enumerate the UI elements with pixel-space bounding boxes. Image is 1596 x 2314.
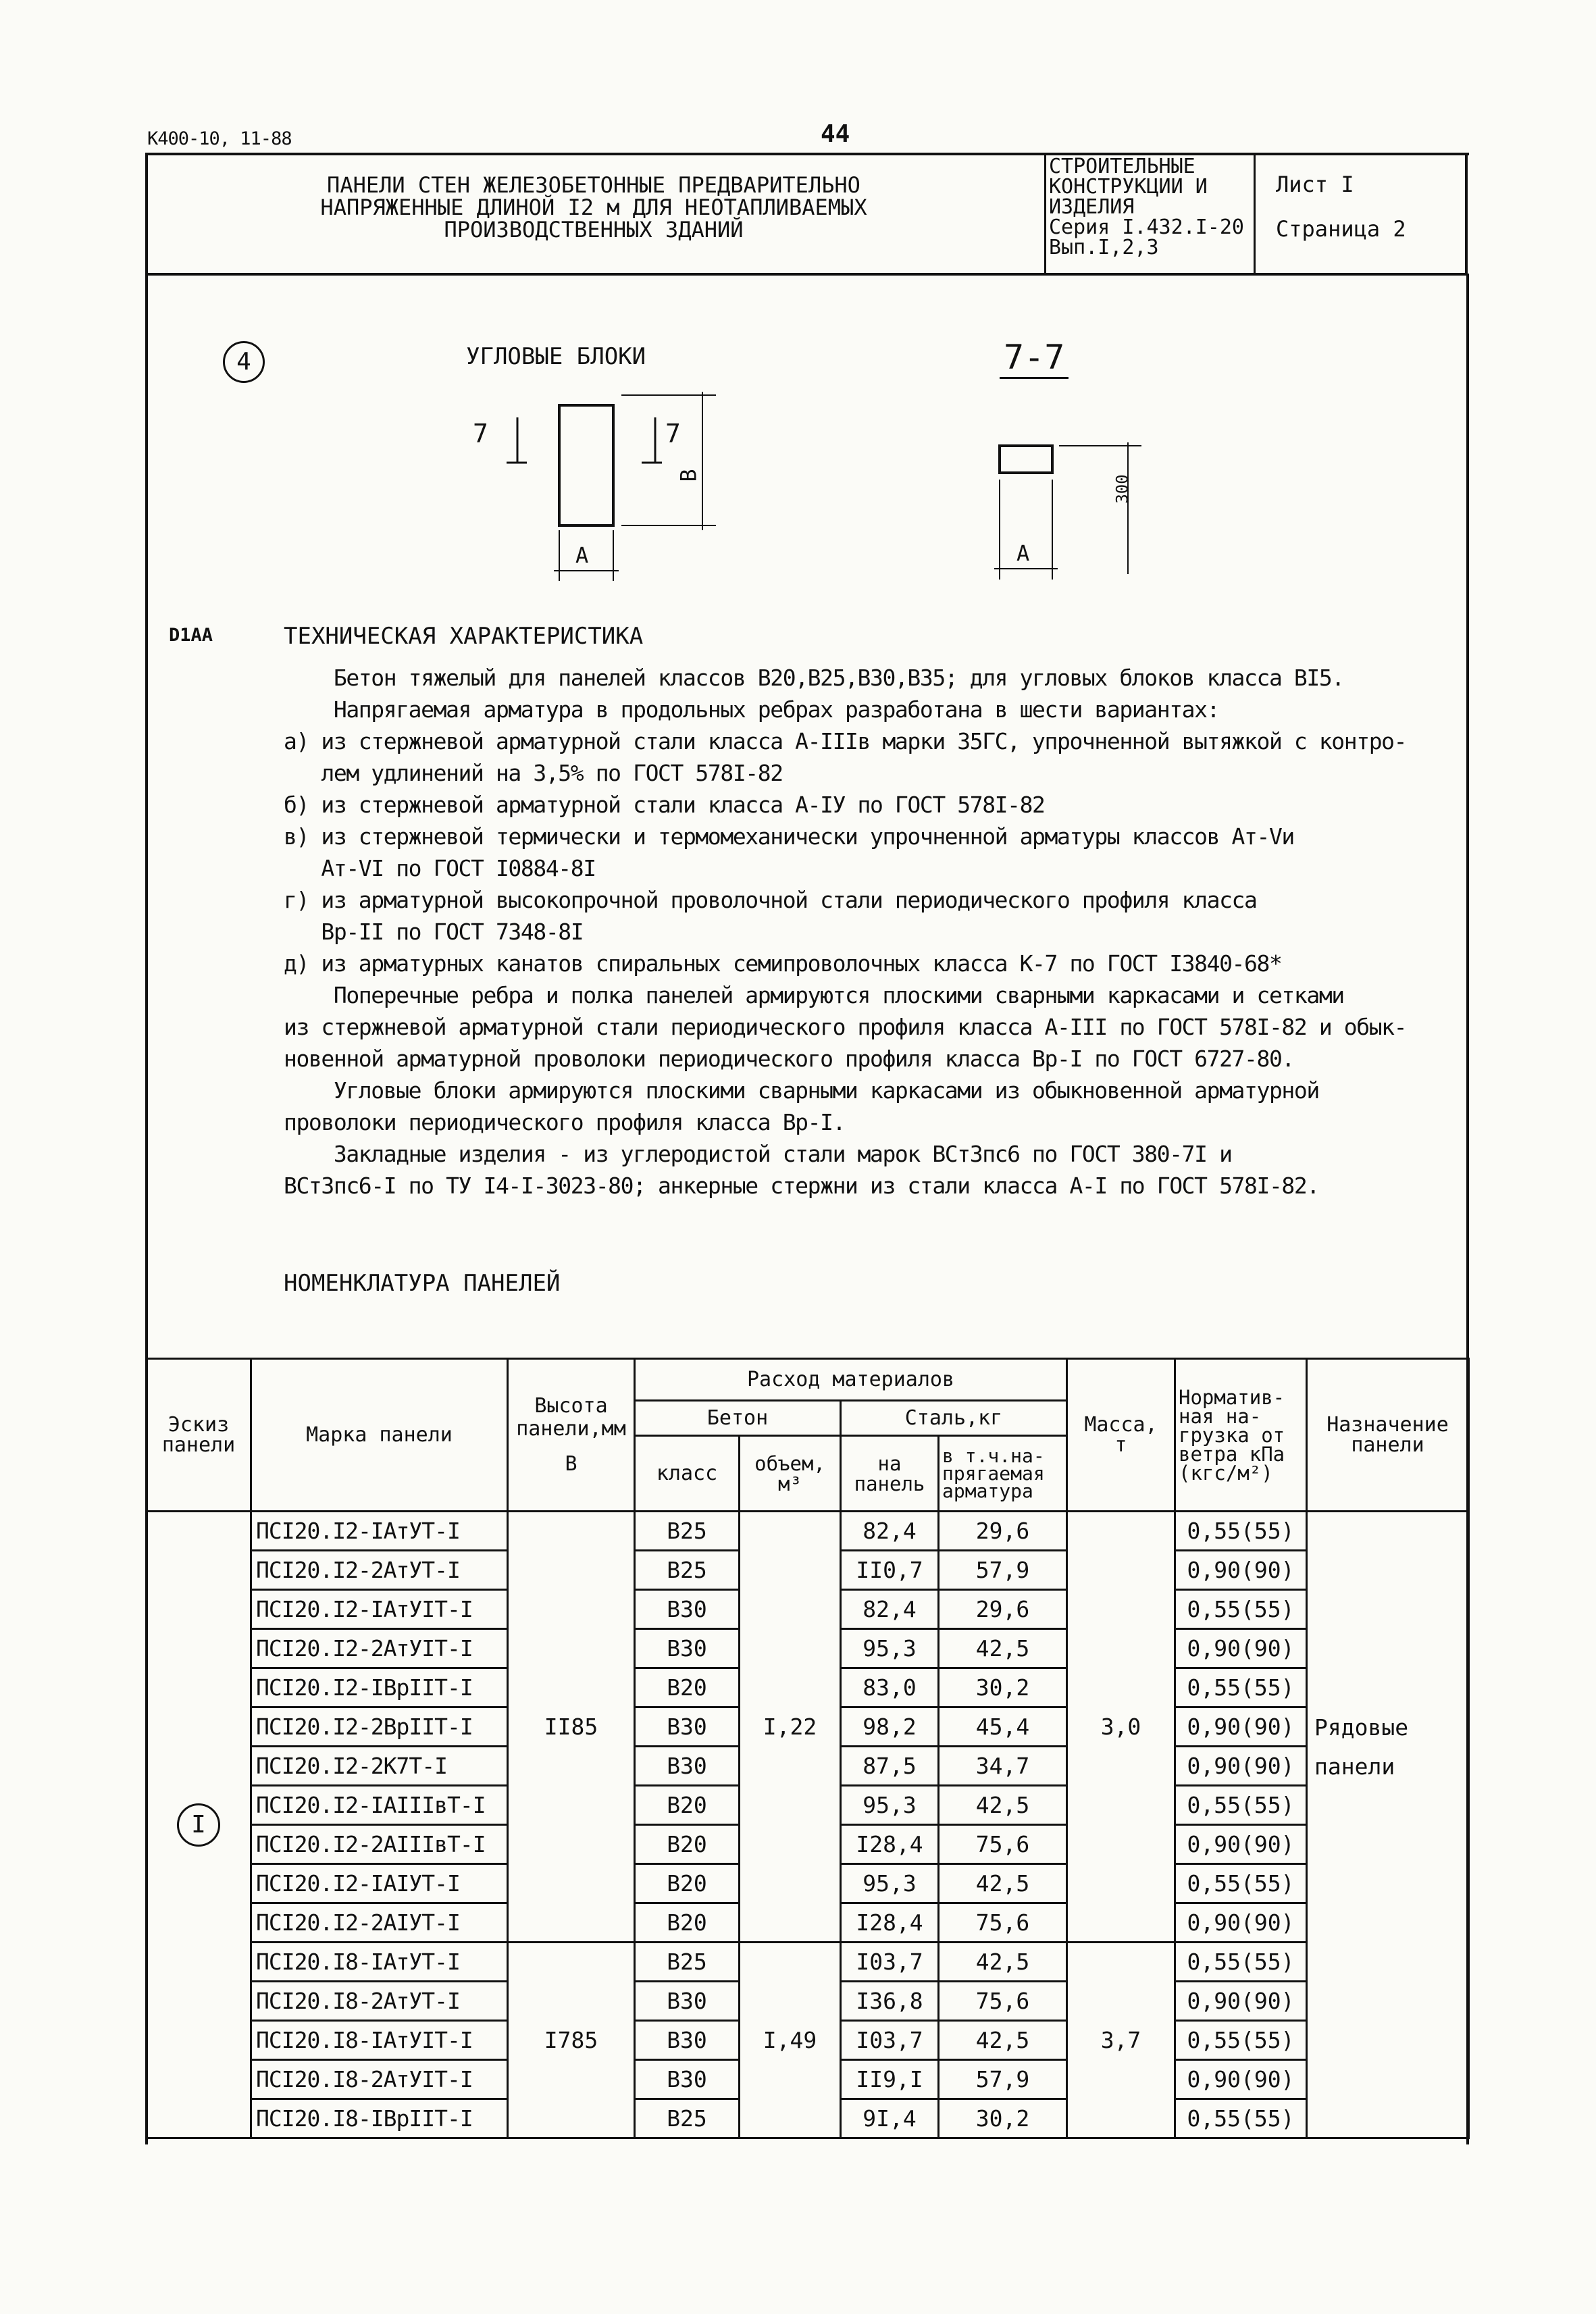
panel-mark: ПСI20.I8-2АтУIТ-I xyxy=(251,2060,508,2099)
concrete-class: В30 xyxy=(635,1747,740,1786)
section-outline xyxy=(1000,446,1052,473)
tech-line: Ат-VI по ГОСТ I0884-8I xyxy=(284,855,596,881)
section-mark-left: 7 xyxy=(473,419,488,448)
concrete-class: В25 xyxy=(635,1512,740,1551)
drawing-caption: УГЛОВЫЕ БЛОКИ xyxy=(466,343,646,370)
steel-prestressed: 57,9 xyxy=(939,1551,1067,1590)
steel-per-panel: I03,7 xyxy=(841,1943,939,1982)
steel-prestressed: 30,2 xyxy=(939,1668,1067,1707)
concrete-volume: I,22 xyxy=(740,1512,841,1943)
steel-per-panel: 87,5 xyxy=(841,1747,939,1786)
corner-block-plan xyxy=(459,392,743,588)
dimension-a-right-label: A xyxy=(1016,540,1030,566)
panel-mark: ПСI20.I8-IАтУТ-I xyxy=(251,1943,508,1982)
header-purpose: Назначение панели xyxy=(1307,1359,1469,1512)
steel-per-panel: I03,7 xyxy=(841,2021,939,2060)
series-line: КОНСТРУКЦИИ И xyxy=(1049,175,1208,199)
tech-body xyxy=(284,662,1406,1202)
panel-mass: 3,7 xyxy=(1067,1943,1175,2138)
steel-per-panel: I36,8 xyxy=(841,1982,939,2021)
steel-per-panel: II0,7 xyxy=(841,1551,939,1590)
steel-prestressed: 30,2 xyxy=(939,2099,1067,2138)
wind-load: 0,55(55) xyxy=(1175,1864,1307,1903)
header-steel: Сталь,кг xyxy=(841,1401,1067,1436)
nomenclature-table xyxy=(145,1358,1470,2139)
wind-load: 0,90(90) xyxy=(1175,1629,1307,1668)
tech-line: в) из стержневой термически и термомеханически упрочненной арматуры классов Ат-Vи xyxy=(284,823,1294,850)
wind-load: 0,90(90) xyxy=(1175,2060,1307,2099)
steel-prestressed: 42,5 xyxy=(939,1786,1067,1825)
steel-per-panel: 98,2 xyxy=(841,1707,939,1747)
tech-line: Угловые блоки армируются плоскими сварными каркасами из обыкновенной арматурной xyxy=(284,1077,1319,1104)
panel-mark: ПСI20.I2-IВрIIТ-I xyxy=(251,1668,508,1707)
series-line: Вып.I,2,3 xyxy=(1049,236,1159,259)
concrete-class: В30 xyxy=(635,1629,740,1668)
concrete-class: В30 xyxy=(635,2021,740,2060)
wind-load: 0,55(55) xyxy=(1175,1668,1307,1707)
wind-load: 0,90(90) xyxy=(1175,1982,1307,2021)
panel-mark: ПСI20.I2-2К7Т-I xyxy=(251,1747,508,1786)
header-height xyxy=(508,1359,635,1512)
tech-line: новенной арматурной проволоки периодического профиля класса Вр-I по ГОСТ 6727-80. xyxy=(284,1046,1294,1072)
sheet-label: Лист I xyxy=(1276,172,1354,197)
panel-mark: ПСI20.I2-IАIУТ-I xyxy=(251,1864,508,1903)
nomenclature-heading: НОМЕНКЛАТУРА ПАНЕЛЕЙ xyxy=(284,1270,561,1297)
section-title: 7-7 xyxy=(1000,338,1069,379)
panel-mark: ПСI20.I8-2АтУТ-I xyxy=(251,1982,508,2021)
table-row xyxy=(147,1512,1469,1551)
wind-load: 0,90(90) xyxy=(1175,1551,1307,1590)
sketch-cell xyxy=(147,1512,251,2138)
steel-prestressed: 75,6 xyxy=(939,1903,1067,1943)
steel-prestressed: 45,4 xyxy=(939,1707,1067,1747)
panel-mark: ПСI20.I2-2АIIIвТ-I xyxy=(251,1825,508,1864)
panel-mark: ПСI20.I2-IАтУТ-I xyxy=(251,1512,508,1551)
section-marker xyxy=(223,341,265,383)
panel-mark: ПСI20.I2-IАIIIвТ-I xyxy=(251,1786,508,1825)
steel-prestressed: 42,5 xyxy=(939,2021,1067,2060)
header-prestressed: в т.ч.на- прягаемая арматура xyxy=(939,1436,1067,1512)
side-code: D1AA xyxy=(169,625,213,646)
concrete-volume: I,49 xyxy=(740,1943,841,2138)
steel-per-panel: 95,3 xyxy=(841,1629,939,1668)
panel-height: I785 xyxy=(508,1943,635,2138)
steel-per-panel: 95,3 xyxy=(841,1864,939,1903)
header-mass: Масса, т xyxy=(1067,1359,1175,1512)
document-title xyxy=(297,174,891,241)
wind-load: 0,55(55) xyxy=(1175,2099,1307,2138)
series-line: СТРОИТЕЛЬНЫЕ xyxy=(1049,155,1195,178)
nomenclature-body xyxy=(147,1512,1469,2138)
concrete-class: В25 xyxy=(635,2099,740,2138)
wind-load: 0,55(55) xyxy=(1175,1943,1307,1982)
title-block xyxy=(145,154,1468,276)
tech-line: лем удлинений на 3,5% по ГОСТ 578I-82 xyxy=(284,760,783,786)
page-label: Страница 2 xyxy=(1276,216,1406,242)
steel-prestressed: 29,6 xyxy=(939,1512,1067,1551)
concrete-class: В30 xyxy=(635,2060,740,2099)
tech-line: из стержневой арматурной стали периодического профиля класса А-III по ГОСТ 578I-82 и обык- xyxy=(284,1014,1407,1040)
header-class: класс xyxy=(635,1436,740,1512)
document-code: К400-10, 11-88 xyxy=(147,128,292,149)
tech-line: Напрягаемая арматура в продольных ребрах разработана в шести вариантах: xyxy=(284,696,1220,723)
panel-mark: ПСI20.I8-IАтУIТ-I xyxy=(251,2021,508,2060)
steel-prestressed: 42,5 xyxy=(939,1943,1067,1982)
concrete-class: В25 xyxy=(635,1943,740,1982)
steel-per-panel: II9,I xyxy=(841,2060,939,2099)
tech-line: Закладные изделия - из углеродистой стали марок ВСт3пс6 по ГОСТ 380-7I и xyxy=(284,1141,1232,1167)
sheet-cell xyxy=(1262,154,1465,273)
steel-prestressed: 75,6 xyxy=(939,1982,1067,2021)
tech-heading: ТЕХНИЧЕСКАЯ ХАРАКТЕРИСТИКА xyxy=(284,623,644,650)
tech-line: ВСт3пс6-I по ТУ I4-I-3023-80; анкерные стержни из стали класса А-I по ГОСТ 578I-82. xyxy=(284,1173,1319,1199)
panel-purpose: Рядовые панели xyxy=(1307,1512,1469,2138)
steel-per-panel: 82,4 xyxy=(841,1590,939,1629)
wind-load: 0,55(55) xyxy=(1175,1590,1307,1629)
steel-per-panel: I28,4 xyxy=(841,1903,939,1943)
dimension-300-label: 300 xyxy=(1112,474,1132,504)
concrete-class: В20 xyxy=(635,1668,740,1707)
concrete-class: В30 xyxy=(635,1707,740,1747)
steel-per-panel: 95,3 xyxy=(841,1786,939,1825)
panel-mass: 3,0 xyxy=(1067,1512,1175,1943)
concrete-class: В30 xyxy=(635,1590,740,1629)
header-height-symbol: В xyxy=(565,1451,577,1476)
tech-line: г) из арматурной высокопрочной проволочной стали периодического профиля класса xyxy=(284,887,1257,913)
table-row xyxy=(147,1943,1469,1982)
title-line: ПРОИЗВОДСТВЕННЫХ ЗДАНИЙ xyxy=(444,217,744,242)
steel-prestressed: 42,5 xyxy=(939,1629,1067,1668)
concrete-class: В30 xyxy=(635,1982,740,2021)
header-height-label: Высота панели,мм xyxy=(516,1393,626,1441)
steel-per-panel: 9I,4 xyxy=(841,2099,939,2138)
tech-line: б) из стержневой арматурной стали класса А-IУ по ГОСТ 578I-82 xyxy=(284,792,1045,818)
header-load: Норматив- ная на- грузка от ветра кПа (кгс/м²) xyxy=(1175,1359,1307,1512)
panel-height: II85 xyxy=(508,1512,635,1943)
page-number: 44 xyxy=(821,120,850,148)
header-materials: Расход материалов xyxy=(635,1359,1067,1401)
series-line: Серия I.432.I-20 xyxy=(1049,215,1244,239)
section-marker-number: 4 xyxy=(223,341,265,383)
concrete-class: В20 xyxy=(635,1864,740,1903)
concrete-class: В20 xyxy=(635,1786,740,1825)
title-cell xyxy=(148,154,1046,273)
tech-line: Вр-II по ГОСТ 7348-8I xyxy=(284,919,584,945)
tech-line: проволоки периодического профиля класса Вр-I. xyxy=(284,1109,846,1135)
tech-line: Бетон тяжелый для панелей классов В20,В25,В30,В35; для угловых блоков класса BI5. xyxy=(284,665,1344,691)
header-concrete: Бетон xyxy=(635,1401,841,1436)
steel-prestressed: 42,5 xyxy=(939,1864,1067,1903)
concrete-class: В20 xyxy=(635,1903,740,1943)
wind-load: 0,90(90) xyxy=(1175,1707,1307,1747)
sketch-marker: I xyxy=(177,1803,220,1847)
dimension-a-left-label: A xyxy=(575,542,589,568)
title-line: НАПРЯЖЕННЫЕ ДЛИНОЙ I2 м ДЛЯ НЕОТАПЛИВАЕМЫХ xyxy=(320,195,867,220)
tech-line: Поперечные ребра и полка панелей армируются плоскими сварными каркасами и сетками xyxy=(284,982,1344,1008)
header-volume: объем, м³ xyxy=(740,1436,841,1512)
steel-prestressed: 75,6 xyxy=(939,1825,1067,1864)
wind-load: 0,55(55) xyxy=(1175,1512,1307,1551)
title-line: ПАНЕЛИ СТЕН ЖЕЛЕЗОБЕТОННЫЕ ПРЕДВАРИТЕЛЬНО xyxy=(327,172,860,198)
section-mark-right: 7 xyxy=(665,419,681,448)
wind-load: 0,55(55) xyxy=(1175,2021,1307,2060)
tech-line: а) из стержневой арматурной стали класса А-IIIв марки 35ГС, упрочненной вытяжкой с контро- xyxy=(284,728,1407,754)
panel-mark: ПСI20.I2-2АтУIТ-I xyxy=(251,1629,508,1668)
concrete-class: В20 xyxy=(635,1825,740,1864)
steel-per-panel: I28,4 xyxy=(841,1825,939,1864)
wind-load: 0,90(90) xyxy=(1175,1825,1307,1864)
steel-prestressed: 29,6 xyxy=(939,1590,1067,1629)
header-per-panel: на панель xyxy=(841,1436,939,1512)
panel-mark: ПСI20.I2-2АIУТ-I xyxy=(251,1903,508,1943)
wind-load: 0,55(55) xyxy=(1175,1786,1307,1825)
panel-mark: ПСI20.I2-2ВрIIТ-I xyxy=(251,1707,508,1747)
panel-mark: ПСI20.I2-2АтУТ-I xyxy=(251,1551,508,1590)
steel-per-panel: 82,4 xyxy=(841,1512,939,1551)
panel-mark: ПСI20.I8-IВрIIТ-I xyxy=(251,2099,508,2138)
concrete-class: В25 xyxy=(635,1551,740,1590)
wind-load: 0,90(90) xyxy=(1175,1903,1307,1943)
block-outline xyxy=(559,405,613,525)
steel-per-panel: 83,0 xyxy=(841,1668,939,1707)
dimension-b-label: B xyxy=(675,469,702,482)
wind-load: 0,90(90) xyxy=(1175,1747,1307,1786)
steel-prestressed: 34,7 xyxy=(939,1747,1067,1786)
header-sketch: Эскиз панели xyxy=(147,1359,251,1512)
header-mark: Марка панели xyxy=(251,1359,508,1512)
series-cell xyxy=(1046,154,1256,273)
steel-prestressed: 57,9 xyxy=(939,2060,1067,2099)
panel-mark: ПСI20.I2-IАтУIТ-I xyxy=(251,1590,508,1629)
tech-line: д) из арматурных канатов спиральных семипроволочных класса К-7 по ГОСТ I3840-68* xyxy=(284,950,1282,977)
series-line: ИЗДЕЛИЯ xyxy=(1049,195,1135,219)
